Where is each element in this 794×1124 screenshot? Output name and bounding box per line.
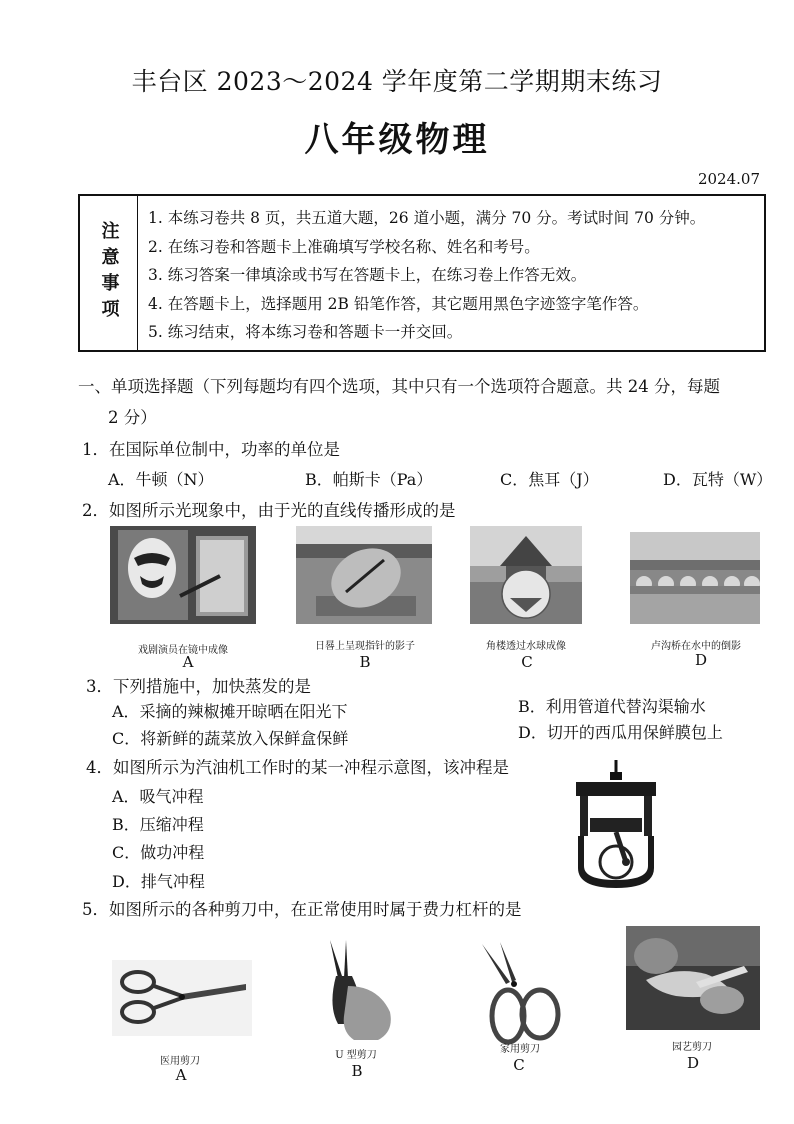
notice-item: 4. 在答题卡上，选择题用 2B 铅笔作答，其它题用黑色字迹签字笔作答。 [148, 294, 649, 313]
q2-label-a: A [182, 653, 194, 671]
opera-mirror-image [110, 526, 256, 624]
q2-label-d: D [694, 651, 708, 669]
notice-item: 3. 练习答案一律填涂或书写在答题卡上，在练习卷上作答无效。 [148, 266, 587, 284]
exam-title: 丰台区 2023～2024 学年度第二学期期末练习 [131, 67, 663, 96]
notice-item: 2. 在练习卷和答题卡上准确填写学校名称、姓名和考号。 [148, 237, 540, 256]
subject-title: 八年级物理 [304, 120, 490, 160]
engine-stroke-diagram [570, 758, 662, 892]
q1-option-d: D．瓦特（W） [663, 470, 773, 489]
water-ball-image [470, 526, 582, 624]
q4-option-d: D．排气冲程 [112, 872, 205, 891]
section-heading: 一、单项选择题（下列每题均有四个选项，其中只有一个选项符合题意。共 24 分，每题 [78, 377, 720, 396]
notice-label-text: 注意事项 [98, 221, 120, 325]
q2-caption-d: 卢沟桥在水中的倒影 [651, 641, 741, 652]
q2-caption-a: 戏剧演员在镜中成像 [138, 645, 228, 656]
question-1-stem: 1．在国际单位制中，功率的单位是 [82, 440, 340, 459]
notice-item: 5. 练习结束，将本练习卷和答题卡一并交回。 [148, 323, 463, 341]
q5-label-a: A [175, 1066, 187, 1084]
notice-list [148, 204, 760, 347]
sundial-image [296, 526, 432, 624]
q5-label-d: D [686, 1054, 700, 1072]
q1-option-c: C．焦耳（J） [500, 470, 599, 489]
section-heading-cont: 2 分） [108, 408, 157, 427]
q1-option-a: A．牛顿（N） [108, 470, 214, 489]
question-4-stem: 4．如图所示为汽油机工作时的某一冲程示意图，该冲程是 [86, 758, 509, 777]
q3-option-d: D．切开的西瓜用保鲜膜包上 [518, 723, 723, 742]
question-2-stem: 2．如图所示光现象中，由于光的直线传播形成的是 [82, 501, 456, 520]
q5-caption-c: 家用剪刀 [500, 1044, 540, 1055]
garden-shears-image [626, 926, 760, 1030]
medical-scissors-image [112, 960, 252, 1036]
exam-date: 2024.07 [697, 170, 760, 188]
q4-option-b: B．压缩冲程 [112, 815, 204, 834]
notice-label [80, 196, 138, 350]
q3-option-c: C．将新鲜的蔬菜放入保鲜盒保鲜 [112, 729, 349, 748]
q2-caption-b: 日晷上呈现指针的影子 [315, 641, 415, 652]
q1-option-b: B．帕斯卡（Pa） [305, 470, 433, 489]
q5-label-c: C [513, 1056, 525, 1074]
q2-caption-c: 角楼透过水球成像 [486, 641, 566, 652]
q4-option-a: A．吸气冲程 [112, 787, 204, 806]
question-5-stem: 5．如图所示的各种剪刀中，在正常使用时属于费力杠杆的是 [82, 900, 522, 919]
u-scissors-image [308, 936, 398, 1042]
q2-label-b: B [359, 653, 371, 671]
q5-label-b: B [351, 1062, 363, 1080]
q4-option-c: C．做功冲程 [112, 843, 205, 862]
bridge-reflection-image [630, 532, 760, 624]
notice-box [78, 194, 766, 352]
q2-label-c: C [521, 653, 533, 671]
q5-caption-b: U 型剪刀 [335, 1050, 377, 1061]
q3-option-b: B．利用管道代替沟渠输水 [518, 697, 706, 716]
household-scissors-image [470, 938, 570, 1050]
q5-caption-d: 园艺剪刀 [672, 1042, 712, 1053]
notice-item: 1. 本练习卷共 8 页，共五道大题，26 道小题，满分 70 分。考试时间 70 分钟。 [148, 209, 706, 227]
question-3-stem: 3．下列措施中，加快蒸发的是 [86, 677, 311, 696]
q5-caption-a: 医用剪刀 [160, 1056, 200, 1067]
q3-option-a: A．采摘的辣椒摊开晾晒在阳光下 [112, 702, 348, 721]
